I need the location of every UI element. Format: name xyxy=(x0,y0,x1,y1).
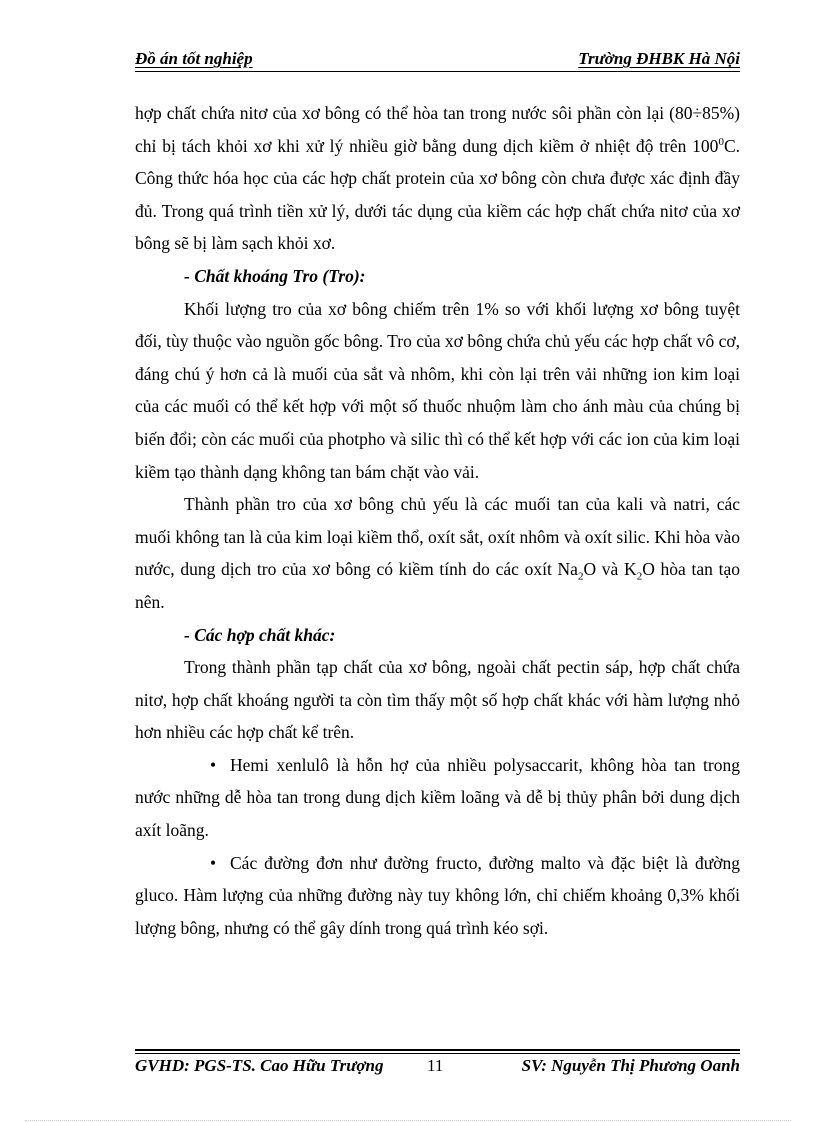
subscript: 2 xyxy=(577,570,584,583)
page-header xyxy=(135,47,740,73)
list-item-text: Hemi xenlulô là hỗn hợ của nhiều polysaccarit, không hòa tan trong nước những dễ hòa tan trong dung dịch kiềm loãng và dễ bị thủy phân bởi dung dịch axít loãng. xyxy=(135,754,740,841)
paragraph-other-compounds: Trong thành phần tạp chất của xơ bông, ngoài chất pectin sáp, hợp chất chứa nitơ, hợp chất khoáng người ta còn tìm thấy một số hợp chất khác với hàm lượng nhỏ hơn nhiều các hợp chất kể trên. xyxy=(135,657,740,743)
paragraph-nitrogen xyxy=(135,97,740,260)
page-edge-divider xyxy=(25,1120,791,1121)
header-title-left: Đồ án tốt nghiệp xyxy=(135,49,253,68)
list-item xyxy=(135,847,740,945)
section-heading-ash: - Chất khoáng Tro (Tro): xyxy=(184,265,366,286)
section-heading-other: - Các hợp chất khác: xyxy=(184,624,336,645)
bullet-icon: • xyxy=(210,852,217,873)
paragraph-text: C. Công thức hóa học của các hợp chất protein của xơ bông còn chưa được xác định đầy đủ. Trong quá trình tiền xử lý, dưới tác dụng của kiềm các hợp chất chứa nitơ của xơ bông sẽ bị làm sạch khỏi xơ. xyxy=(135,135,740,254)
page-footer xyxy=(135,1049,740,1077)
footer-supervisor: GVHD: PGS-TS. Cao Hữu Trượng xyxy=(135,1056,384,1075)
bullet-icon: • xyxy=(210,754,217,775)
header-rule xyxy=(135,71,740,72)
paragraph-text: Thành phần tro của xơ bông chủ yếu là các muối tan của kali và natri, các muối không tan là của kim loại kiềm thổ, oxít sắt, oxít nhôm và oxít silic. Khi hòa vào nước, dung dịch tro của xơ bông có kiềm tính do các oxít Na xyxy=(135,494,740,580)
footer-student: SV: Nguyễn Thị Phương Oanh xyxy=(521,1056,740,1075)
paragraph-text: O hòa tan tạo nên. xyxy=(135,559,740,612)
document-body xyxy=(135,97,740,944)
paragraph-ash: Khối lượng tro của xơ bông chiếm trên 1% so với khối lượng xơ bông tuyệt đối, tùy thuộc vào nguồn gốc bông. Tro của xơ bông chứa chủ yếu các hợp chất vô cơ, đáng chú ý hơn cả là muối của sắt và nhôm, khi còn lại trên vải những ion kim loại của các muối có thể kết hợp với một số thuốc nhuộm làm cho ánh màu của chúng bị biến đổi; còn các muối của photpho và silic thì có thể kết hợp với các ion của kim loại kiềm tạo thành dạng không tan bám chặt vào vải. xyxy=(135,298,740,482)
superscript: 0 xyxy=(718,135,724,148)
list-item xyxy=(135,749,740,847)
footer-rule-thin xyxy=(135,1053,740,1054)
paragraph-text: O và K xyxy=(583,559,637,580)
page-number: 11 xyxy=(427,1056,444,1075)
paragraph-ash-composition xyxy=(135,488,740,618)
header-title-right: Trường ĐHBK Hà Nội xyxy=(578,49,740,68)
footer-rule-thick xyxy=(135,1049,740,1051)
list-item-text: Các đường đơn như đường fructo, đường malto và đặc biệt là đường gluco. Hàm lượng của những đường này tuy không lớn, chỉ chiếm khoảng 0,3% khối lượng bông, nhưng có thể gây dính trong quá trình kéo sợi. xyxy=(135,852,740,938)
subscript: 2 xyxy=(636,570,643,583)
paragraph-text: hợp chất chứa nitơ của xơ bông có thể hòa tan trong nước sôi phần còn lại (80÷85%) chỉ bị tách khỏi xơ khi xử lý nhiều giờ bằng dung dịch kiềm ở nhiệt độ trên 100 xyxy=(135,103,740,156)
